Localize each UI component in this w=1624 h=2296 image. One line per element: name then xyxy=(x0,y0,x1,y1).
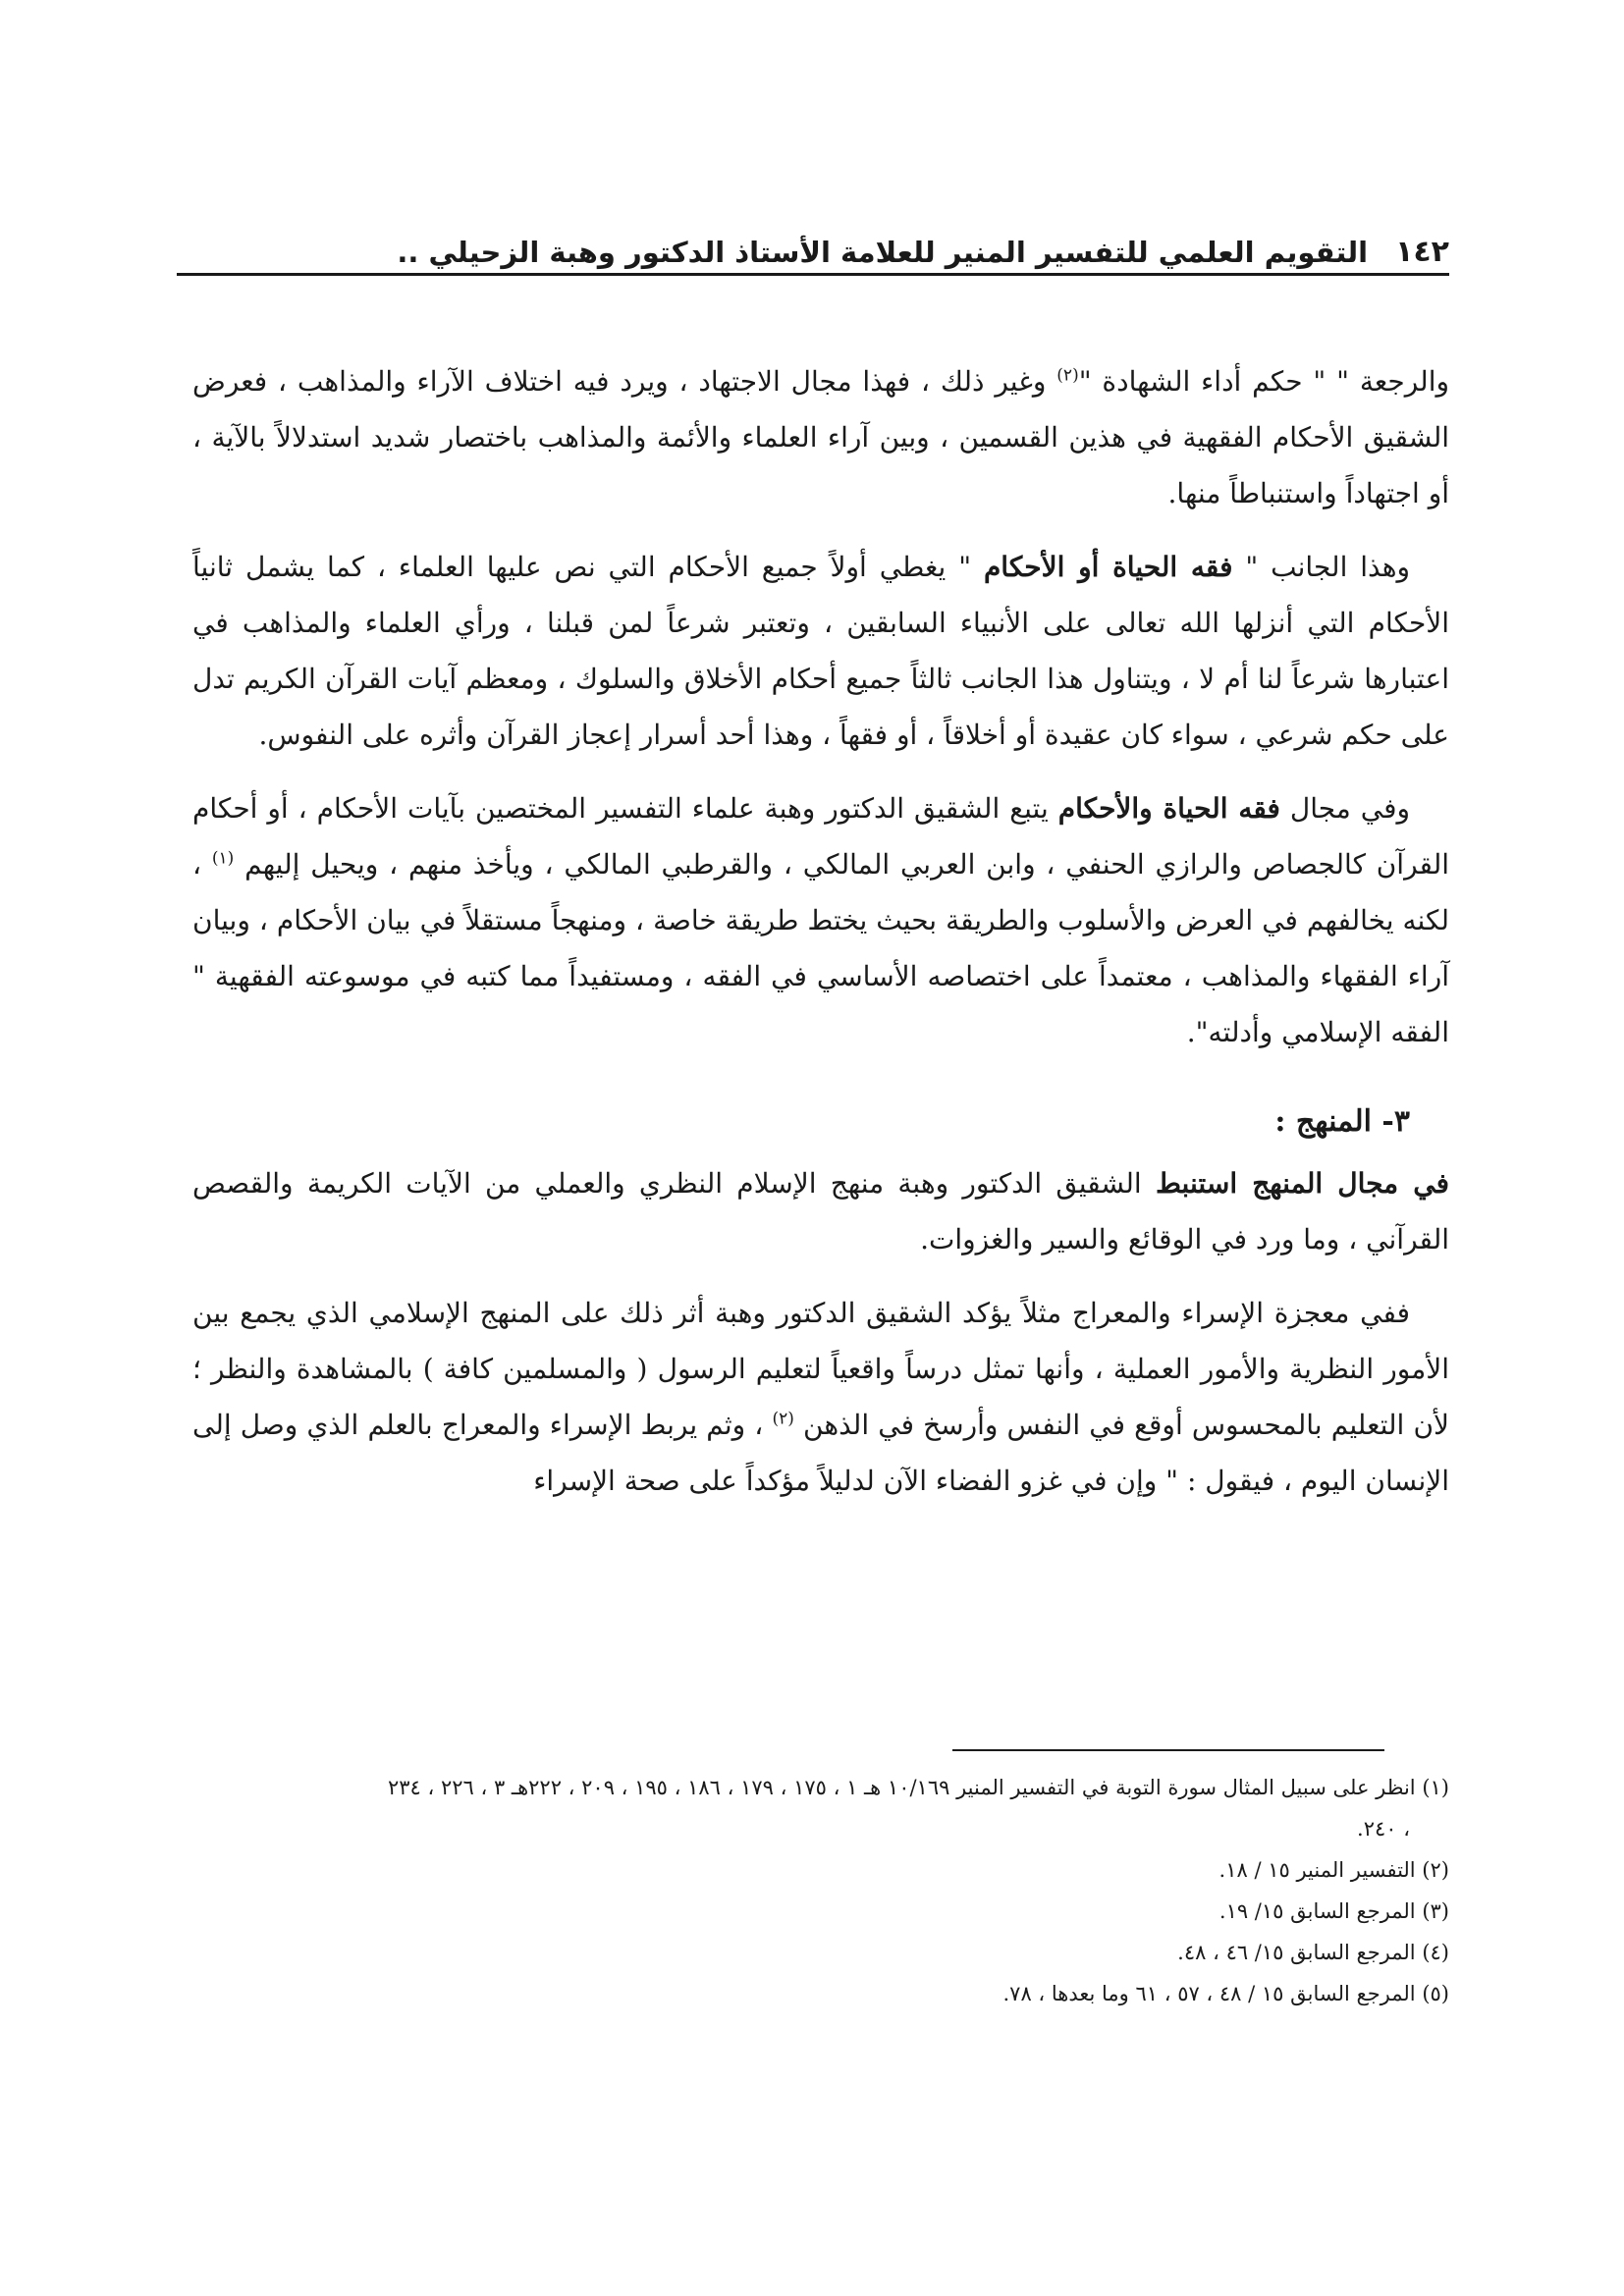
text-run: والرجعة " " حكم أداء الشهادة " xyxy=(1078,365,1449,398)
footnote-5: (٥) المرجع السابق ١٥ / ٤٨ ، ٥٧ ، ٦١ وما بعدها ، ٧٨. xyxy=(1002,1982,1449,2005)
footnote-4: (٤) المرجع السابق ١٥/ ٤٦ ، ٤٨. xyxy=(1177,1941,1449,1964)
text-run: الشقيق الدكتور وهبة منهج الإسلام النظري والعملي من الآيات الكريمة والقصص القرآني ، وما ورد في الوقائع والسير والغزوات. xyxy=(192,1167,1449,1255)
bold-term: في مجال المنهج استنبط xyxy=(1155,1167,1449,1200)
text-run: وهذا الجانب " xyxy=(1232,551,1411,583)
footnote-1: (١) انظر على سبيل المثال سورة التوبة في التفسير المنير ١٠/١٦٩ هـ ١ ، ١٧٥ ، ١٧٩ ، ١٨٦ ، ١٩٥ ، ٢٠٩ ، ٢٢٢هـ ٣ ، ٢٢٦ ، ٢٣٤ xyxy=(388,1776,1449,1799)
text-run: وفي مجال xyxy=(1279,792,1410,825)
paragraph-1 xyxy=(192,353,1449,521)
footnote-ref: (١) xyxy=(211,848,235,869)
paragraph-2 xyxy=(192,539,1449,763)
footnote-ref: (٢) xyxy=(772,1409,794,1429)
text-run: وغير ذلك ، فهذا مجال الاجتهاد ، ويرد فيه اختلاف الآراء والمذاهب ، فعرض الشقيق الأحكام الفقهية في هذين القسمين ، وبين آراء العلماء والأئمة والمذاهب باختصار شديد استدلالاً بالآية ، أو اجتهاداً واستنباطاً منها. xyxy=(192,365,1449,509)
footnote-ref: (٢) xyxy=(1056,365,1079,386)
footnote-3: (٣) المرجع السابق ١٥/ ١٩. xyxy=(1218,1899,1449,1923)
text-run: يتبع الشقيق الدكتور وهبة علماء التفسير المختصين بآيات الأحكام ، أو أحكام القرآن كالجصاص والرازي الحنفي ، وابن العربي المالكي ، والقرطبي المالكي ، ويأخذ منهم ، ويحيل إليهم xyxy=(192,792,1450,881)
paragraph-5 xyxy=(192,1285,1449,1509)
paragraph-3 xyxy=(192,780,1449,1060)
body-text xyxy=(192,353,1449,1526)
footnote-1-continuation: ، ٢٤٠. xyxy=(1357,1817,1410,1841)
text-run: ففي معجزة الإسراء والمعراج مثلاً يؤكد الشقيق الدكتور وهبة أثر ذلك على المنهج الإسلامي الذي يجمع بين الأمور النظرية والأمور العملية ، وأنها تمثل درساً واقعياً لتعليم الرسول ( والمسلمين كافة ) بالمشاهدة والنظر ؛ لأن التعليم بالمحسوس أوقع في النفس وأرسخ في الذهن xyxy=(192,1297,1449,1441)
page-header xyxy=(177,222,1449,269)
footnotes xyxy=(192,1767,1449,2014)
running-title: التقويم العلمي للتفسير المنير للعلامة الأستاذ الدكتور وهبة الزحيلي .. xyxy=(397,236,1369,269)
footnote-2: (٢) التفسير المنير ١٥ / ١٨. xyxy=(1218,1858,1449,1882)
section-heading: ٣- المنهج : xyxy=(1274,1104,1410,1139)
text-run: ، وثم يربط الإسراء والمعراج بالعلم الذي وصل إلى الإنسان اليوم ، فيقول : " وإن في غزو الفضاء الآن لدليلاً مؤكداً على صحة الإسراء xyxy=(192,1409,1449,1497)
paragraph-4 xyxy=(192,1155,1449,1267)
header-rule xyxy=(177,273,1449,276)
bold-term: فقه الحياة أو الأحكام xyxy=(983,551,1233,583)
text-run: " يغطي أولاً جميع الأحكام التي نص عليها العلماء ، كما يشمل ثانياً الأحكام التي أنزلها الله تعالى على الأنبياء السابقين ، وتعتبر شرعاً لمن قبلنا ، ورأي العلماء والمذاهب في اعتبارها شرعاً لنا أم لا ، ويتناول هذا الجانب ثالثاً جميع أحكام الأخلاق والسلوك ، ومعظم آيات القرآن الكريم تدل على حكم شرعي ، سواء كان عقيدة أو أخلاقاً ، أو فقهاً ، وهذا أحد أسرار إعجاز القرآن وأثره على النفوس. xyxy=(192,551,1449,751)
page-number: ١٤٢ xyxy=(1395,235,1449,269)
bold-term: فقه الحياة والأحكام xyxy=(1057,792,1280,825)
text-run: ، لكنه يخالفهم في العرض والأسلوب والطريقة بحيث يختط طريقة خاصة ، ومنهجاً مستقلاً في بيان الأحكام ، وبيان آراء الفقهاء والمذاهب ، معتمداً على اختصاصه الأساسي في الفقه ، ومستفيداً مما كتبه في موسوعته الفقهية " الفقه الإسلامي وأدلته". xyxy=(192,848,1449,1048)
footnote-rule xyxy=(952,1749,1384,1751)
